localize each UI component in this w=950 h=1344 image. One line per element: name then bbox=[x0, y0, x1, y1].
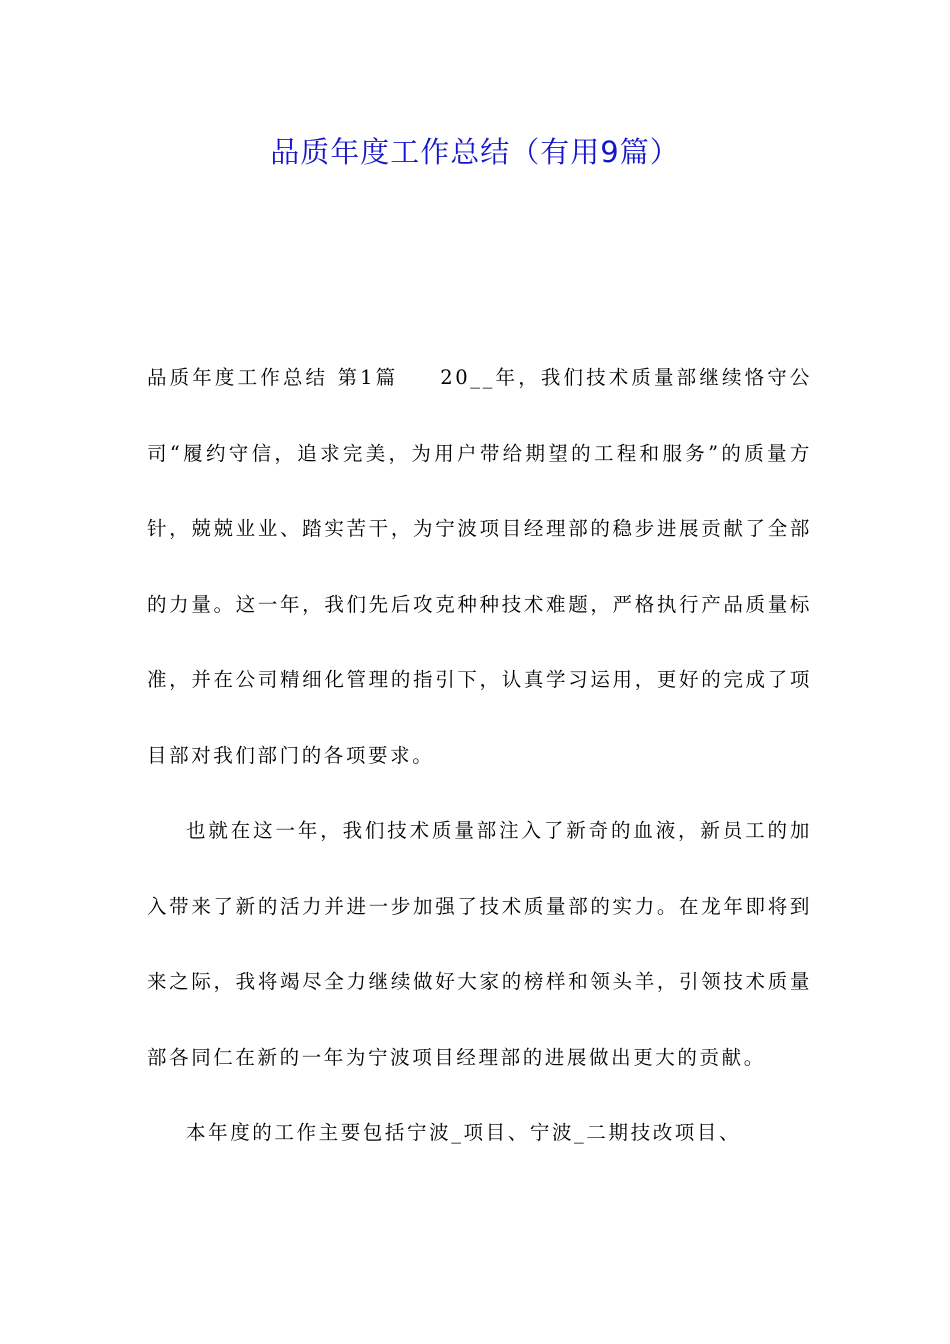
paragraph-1-text: 20__年，我们技术质量部继续恪守公司“履约守信，追求完美，为用户带给期望的工程和服务”的质量方针，兢兢业业、踏实苦干，为宁波项目经理部的稳步进展贡献了全部的力量。这一年，我们先后攻克种种技术难题，严格执行产品质量标准，并在公司精细化管理的指引下，认真学习运用，更好的完成了项目部对我们部门的各项要求。 bbox=[147, 366, 812, 767]
section-heading: 品质年度工作总结 第1篇 bbox=[147, 366, 399, 389]
paragraph-2: 也就在这一年，我们技术质量部注入了新奇的血液，新员工的加入带来了新的活力并进一步加强了技术质量部的实力。在龙年即将到来之际，我将竭尽全力继续做好大家的榜样和领头羊，引领技术质量部各同仁在新的一年为宁波项目经理部的进展做出更大的贡献。 bbox=[147, 819, 812, 1069]
document-title: 品质年度工作总结（有用9篇） bbox=[270, 135, 680, 169]
paragraph-3: 本年度的工作主要包括宁波_项目、宁波_二期技改项目、 bbox=[186, 1121, 742, 1144]
document-body bbox=[147, 340, 812, 1171]
paragraph-1 bbox=[147, 340, 812, 793]
